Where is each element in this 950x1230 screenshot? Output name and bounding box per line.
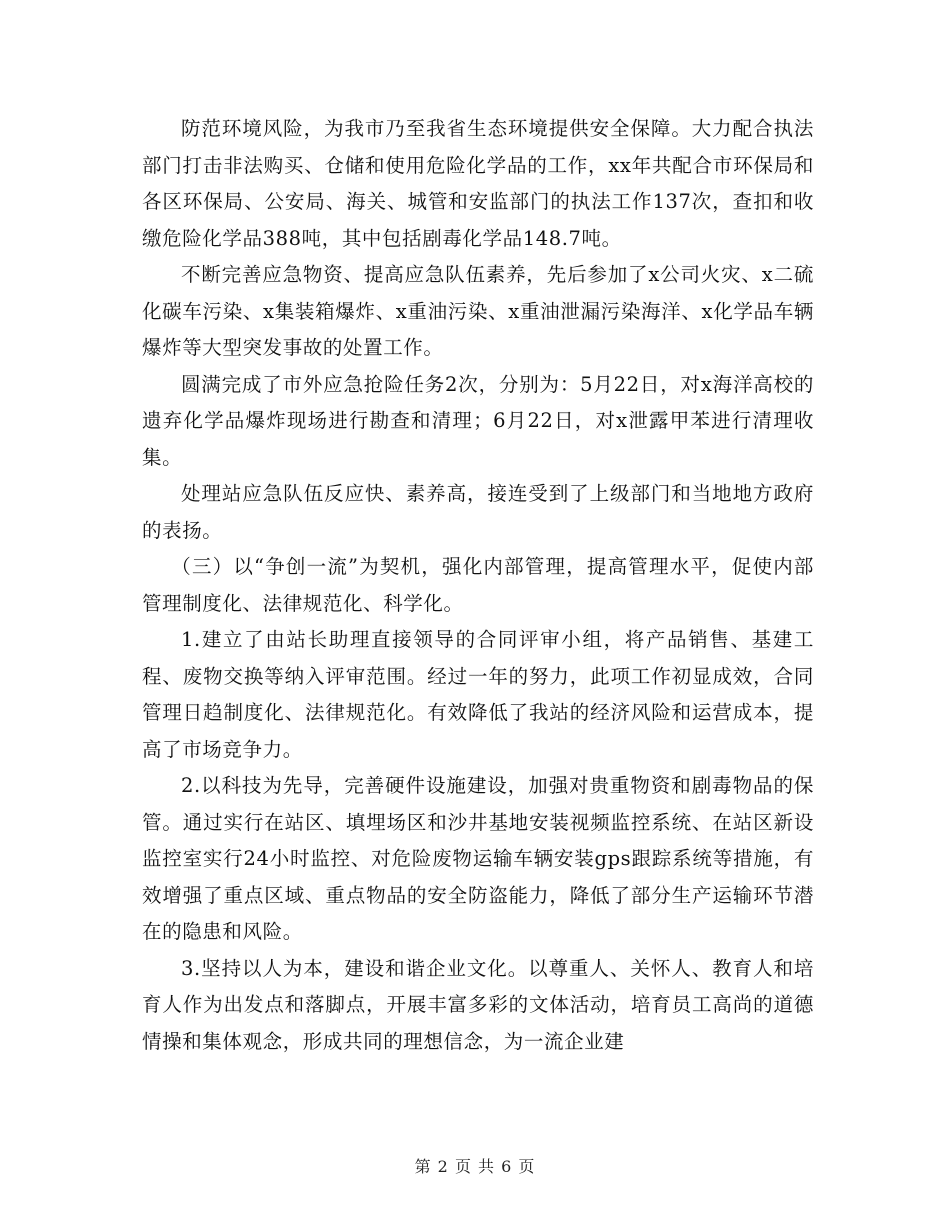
paragraph-item-3-culture: 3.坚持以人为本，建设和谐企业文化。以尊重人、关怀人、教育人和培育人作为出发点和落脚点，开展丰富多彩的文体活动，培育员工高尚的道德情操和集体观念，形成共同的理想信念，为一流企业建 — [142, 956, 814, 1053]
page-body — [142, 111, 814, 1060]
paragraph-environment-risk: 防范环境风险，为我市乃至我省生态环境提供安全保障。大力配合执法部门打击非法购买、仓储和使用危险化学品的工作，xx年共配合市环保局和各区环保局、公安局、海关、城管和安监部门的执法工作137次，查扣和收缴危险化学品388吨，其中包括剧毒化学品148.7吨。 — [142, 117, 814, 250]
section-heading-internal-management: （三）以“争创一流”为契机，强化内部管理，提高管理水平，促使内部管理制度化、法律规范化、科学化。 — [142, 555, 814, 615]
paragraph-emergency-supplies: 不断完善应急物资、提高应急队伍素养，先后参加了x公司火灾、x二硫化碳车污染、x集装箱爆炸、x重油污染、x重油泄漏污染海洋、x化学品车辆爆炸等大型突发事故的处置工作。 — [142, 263, 814, 359]
page-number-text: 第 2 页 共 6 页 — [414, 1157, 536, 1176]
paragraph-external-rescue: 圆满完成了市外应急抢险任务2次，分别为：5月22日，对x海洋高校的遗弃化学品爆炸现场进行勘查和清理；6月22日，对x泄露甲苯进行清理收集。 — [142, 372, 814, 469]
paragraph-item-1-contract-review: 1.建立了由站长助理直接领导的合同评审小组，将产品销售、基建工程、废物交换等纳入评审范围。经过一年的努力，此项工作初显成效，合同管理日趋制度化、法律规范化。有效降低了我站的经济风险和运营成本，提高了市场竞争力。 — [142, 628, 814, 761]
page-number-footer — [0, 1154, 950, 1177]
paragraph-team-praise: 处理站应急队伍反应快、素养高，接连受到了上级部门和当地地方政府的表扬。 — [142, 482, 814, 542]
paragraph-item-2-technology: 2.以科技为先导，完善硬件设施建设，加强对贵重物资和剧毒物品的保管。通过实行在站区、填埋场区和沙井基地安装视频监控系统、在站区新设监控室实行24小时监控、对危险废物运输车辆安装gps跟踪系统等措施，有效增强了重点区域、重点物品的安全防盗能力，降低了部分生产运输环节潜在的隐患和风险。 — [142, 774, 814, 943]
